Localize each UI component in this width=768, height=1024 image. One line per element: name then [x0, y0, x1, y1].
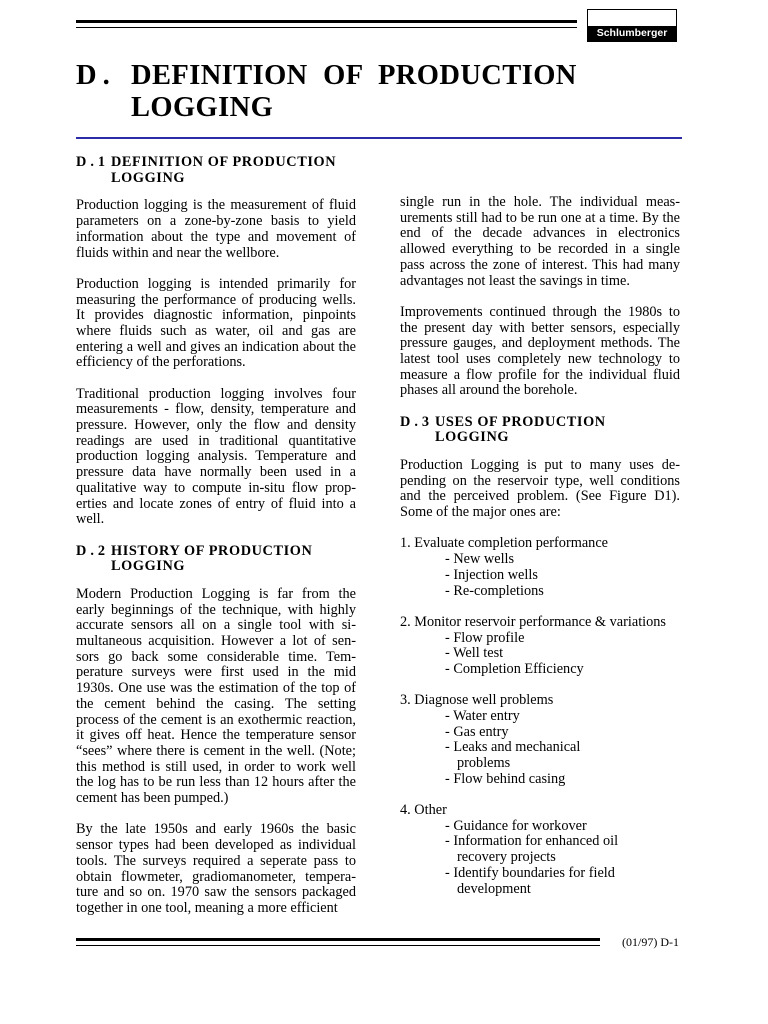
- section-title: DEFINITION OF PRODUCTION: [111, 154, 337, 170]
- list-item: - Water entry: [445, 707, 520, 724]
- list-heading: 2. Monitor reservoir performance & variations: [400, 613, 666, 630]
- left-column: [76, 155, 356, 932]
- paragraph: Traditional production logging involves four measurements - flow, density, temperature and pressure. However, only the flow and density readings are used in traditional quantitative production logging analysis. Temperature and pressure data have normally been used in a qualitative way to compute in-situ flow properties and locate zones of entry of fluid into a well.: [76, 385, 356, 528]
- list-item: - Identify boundaries for field: [445, 864, 615, 881]
- paragraph: Production logging is intended primarily for measuring the performance of producing wells. It provides diagnostic information, pinpoints where fluids such as water, oil and gas are entering a well and gives an indication about the efficiency of the perforations.: [76, 275, 356, 371]
- list-item: - Information for enhanced oil: [445, 833, 619, 850]
- list-item-cont: recovery projects: [457, 849, 556, 866]
- page-title-line1: DEFINITION OF PRODUCTION: [131, 60, 577, 91]
- brand-logo: [587, 9, 677, 42]
- list-heading: 1. Evaluate completion performance: [400, 535, 609, 552]
- list-item: - Guidance for workover: [445, 817, 587, 834]
- list-item: - Flow behind casing: [445, 770, 566, 787]
- paragraph: Production logging is the measurement of fluid parameters on a zone-by-zone basis to yield information about the type and movement of fluids within and near the wellbore.: [76, 197, 356, 261]
- section-number: D.2: [76, 542, 110, 559]
- header-rule-thin: [76, 27, 577, 28]
- page-title: [76, 60, 686, 124]
- paragraph: By the late 1950s and early 1960s the basic sensor types had been developed as individual tools. The surveys required a seperate pass to obtain flowmeter, gradiomanometer, temperature and so on. 1970 saw the sensors packaged together in one tool, meaning a more efficient: [76, 821, 356, 916]
- section-number: D.3: [400, 413, 434, 430]
- list-heading: 3. Diagnose well problems: [400, 692, 554, 709]
- paragraph: Improvements continued through the 1980s to the present day with better sensors, especially pressure gauges, and deployment methods. The latest tool uses completely new technology to measure a flow profile for the individual fluid phases all around the borehole.: [400, 303, 680, 399]
- section-heading-d1: [76, 155, 356, 186]
- list-item: - Leaks and mechanical: [445, 739, 581, 756]
- section-heading-d2: [76, 544, 356, 575]
- list-item: - Injection wells: [445, 566, 538, 583]
- section-heading-d3: [400, 415, 680, 446]
- right-column: [400, 195, 680, 913]
- page-number: (01/97) D-1: [622, 935, 679, 949]
- list-item-cont: development: [457, 880, 531, 897]
- list-item: - Gas entry: [445, 723, 509, 740]
- uses-list-2: [400, 615, 680, 678]
- title-divider: [76, 137, 682, 139]
- uses-list-1: [400, 536, 680, 599]
- page-title-line2: LOGGING: [131, 92, 274, 123]
- list-item: - Well test: [445, 645, 504, 662]
- header-rule: [76, 20, 577, 23]
- section-title-cont: LOGGING: [435, 429, 510, 446]
- section-title-cont: LOGGING: [111, 169, 186, 186]
- list-heading: 4. Other: [400, 802, 447, 819]
- brand-name: Schlumberger: [588, 26, 676, 41]
- section-number: D.1: [76, 154, 110, 170]
- paragraph: single run in the hole. The individual measurements still had to be run one at a time. By the end of the decade advances in electronics allowed everything to be recorded in a single pass across the zone of interest. This had many advantages not least the savings in time.: [400, 194, 680, 289]
- page-title-number: D.: [76, 60, 116, 91]
- section-title: USES OF PRODUCTION: [435, 413, 606, 430]
- section-title-cont: LOGGING: [111, 558, 186, 575]
- paragraph: Modern Production Logging is far from the early beginnings of the technique, with highly accurate sensors all on a single tool with simultaneous acquisition. However a lot of sensors go back some considerable time. Temperature surveys were first used in the mid 1930s. One use was the estimation of the top of the cement behind the casing. The setting process of the cement is an exothermic reaction, it gives off heat. Hence the temperature sensor “sees” where there is cement in the well. (Note; this method is still used, in order to work well the log has to be run less than 12 hours after the cement has been pumped.): [76, 585, 356, 807]
- footer-rule-thin: [76, 945, 600, 946]
- list-item: - New wells: [445, 551, 515, 568]
- section-title: HISTORY OF PRODUCTION: [111, 542, 313, 559]
- list-item-cont: problems: [457, 755, 511, 772]
- list-item: - Re-completions: [445, 582, 544, 599]
- uses-list-4: [400, 803, 680, 897]
- paragraph: Production Logging is put to many uses depending on the reservoir type, well conditions and the perceived problem. (See Figure D1). Some of the major ones are:: [400, 457, 680, 521]
- list-item: - Completion Efficiency: [445, 660, 584, 677]
- footer-rule: [76, 938, 600, 941]
- uses-list-3: [400, 693, 680, 787]
- list-item: - Flow profile: [445, 629, 525, 646]
